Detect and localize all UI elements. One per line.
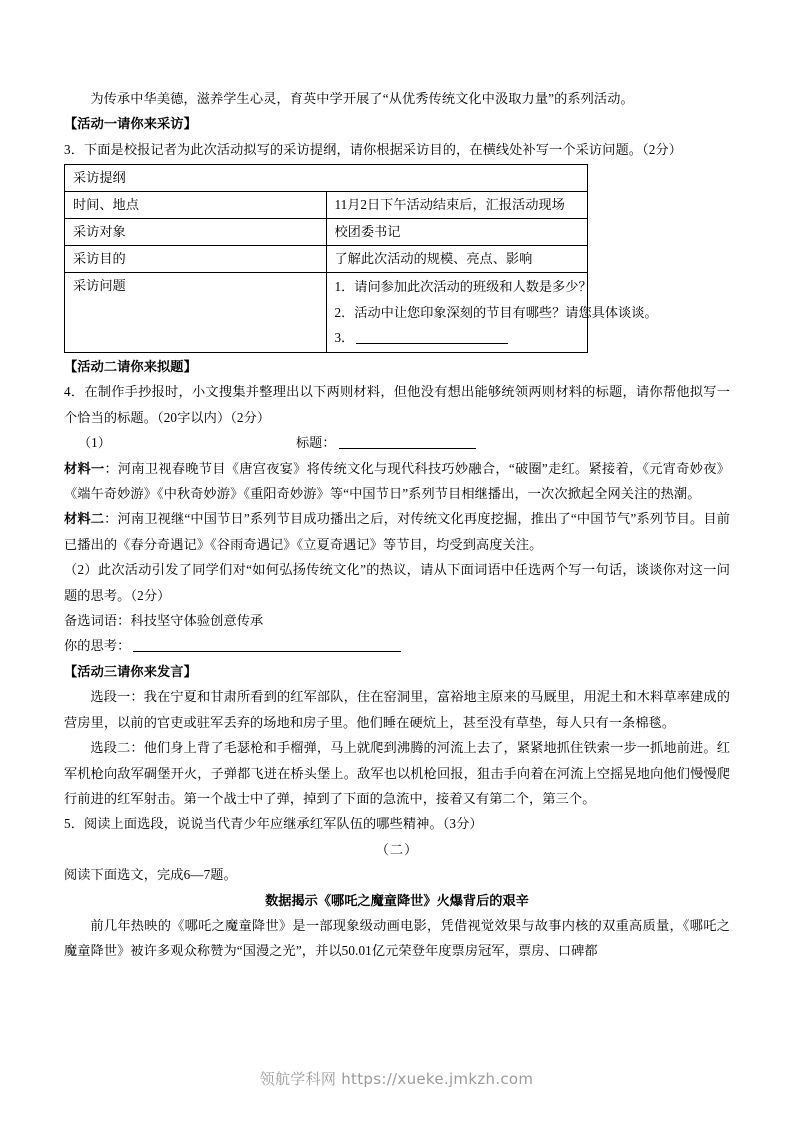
activity-three-question: 5．阅读上面选段，说说当代青少年应继承红军队伍的哪些精神。（3分） xyxy=(64,816,483,832)
excerpt-one: 选段一：我在宁夏和甘肃所看到的红军部队，住在窑洞里，富裕地主原来的马厩里，用泥土和木料草率建成的营房里，以前的官吏或驻军丢弃的场地和房子里。他们睡在硬炕上，甚至没有草垫，每人只有一条棉毯。 xyxy=(64,689,730,730)
table-value-interviewee: 校团委书记 xyxy=(326,219,588,246)
word-bank-label: 备选词语： xyxy=(64,613,131,629)
table-row xyxy=(65,246,588,273)
activity-two-question: 4．在制作手抄报时，小文搜集并整理出以下两则材料，但他没有想出能够统领两则材料的标题，请你帮他拟写一个恰当的标题。（20字以内）（2分） xyxy=(64,384,730,425)
interview-question-2: 2．活动中让您印象深刻的节目有哪些？请您具体谈谈。 xyxy=(334,304,658,320)
activity-one-heading: 【活动一请你来采访】 xyxy=(64,116,197,132)
activity-two-sub1-row xyxy=(64,430,730,455)
material-two-label: 材料二 xyxy=(64,511,105,527)
material-one-text: ：河南卫视春晚节目《唐宫夜宴》将传统文化与现代科技巧妙融合，“破圈”走红。紧接着，《元宵奇妙夜》《端午奇妙游》《中秋奇妙游》《重阳奇妙游》等“中国节日”系列节目相继播出，一次次掀起全网关注的热潮。 xyxy=(64,460,730,502)
table-row xyxy=(65,219,588,246)
your-thoughts-row xyxy=(64,633,730,658)
answer-blank-your-thoughts[interactable] xyxy=(133,638,401,652)
table-value-time-place: 11月2日下午活动结束后，汇报活动现场 xyxy=(326,192,588,219)
table-value-questions xyxy=(326,273,658,353)
word-bank-row xyxy=(64,608,730,633)
interview-question-3-number: 3． xyxy=(334,330,355,346)
interview-question-1: 1．请问参加此次活动的班级和人数是多少？ xyxy=(334,279,592,295)
table-label-time-place: 时间、地点 xyxy=(65,192,327,219)
table-caption-cell: 采访提纲 xyxy=(65,165,588,192)
answer-blank-interview-question[interactable] xyxy=(356,330,508,344)
word-bank-words: 科技坚守体验创意传承 xyxy=(130,613,264,629)
answer-blank-title[interactable] xyxy=(339,435,476,449)
passage-title: 数据揭示《哪吒之魔童降世》火爆背后的艰辛 xyxy=(265,892,529,908)
table-label-purpose: 采访目的 xyxy=(65,246,327,273)
material-two-text: ：河南卫视继“中国节日”系列节目成功播出之后，对传统文化再度挖掘，推出了“中国节气”系列节目。目前已播出的《春分奇遇记》《谷雨奇遇记》《立夏奇遇记》等节目，均受到高度关注。 xyxy=(64,511,730,552)
document-content xyxy=(64,86,730,964)
excerpt-two: 选段二：他们身上背了毛瑟枪和手榴弹，马上就爬到沸腾的河流上去了，紧紧地抓住铁索一步一抓地前进。红军机枪向敌军碉堡开火，子弹都飞迸在桥头堡上。敌军也以机枪回报，狙击手向着在河流上空摇晃地向他们慢慢爬行前进的红军射击。第一个战士中了弹，掉到了下面的急流中，接着又有第二个，第三个。 xyxy=(64,740,730,806)
material-one-label: 材料一 xyxy=(64,460,105,476)
intro-paragraph: 为传承中华美德，滋养学生心灵，育英中学开展了“从优秀传统文化中汲取力量”的系列活动。 xyxy=(90,91,634,106)
interview-question-3 xyxy=(335,325,582,351)
table-label-questions: 采访问题 xyxy=(65,273,327,353)
table-row xyxy=(65,192,588,219)
title-label: 标题： xyxy=(295,435,336,451)
activity-three-heading: 【活动三请你来发言】 xyxy=(64,663,197,679)
table-row xyxy=(65,273,588,353)
material-one xyxy=(64,456,730,507)
table-value-purpose: 了解此次活动的规模、亮点、影响 xyxy=(326,246,588,273)
table-row xyxy=(65,165,588,192)
table-label-interviewee: 采访对象 xyxy=(65,219,327,246)
material-two xyxy=(64,506,730,557)
interview-outline-table xyxy=(64,164,658,353)
activity-two-sub2: （2）此次活动引发了同学们对“如何弘扬传统文化”的热议，请从下面词语中任选两个写一句话，谈谈你对这一问题的思考。（2分） xyxy=(64,562,730,603)
sub-question-1-number: （1） xyxy=(78,435,111,451)
activity-one-question: 3．下面是校报记者为此次活动拟写的采访提纲，请你根据采访目的，在横线处补写一个采访问题。（2分） xyxy=(64,141,683,157)
section-two-instruction: 阅读下面选文，完成6—7题。 xyxy=(64,867,237,883)
passage-paragraph: 前几年热映的《哪吒之魔童降世》是一部现象级动画电影，凭借视觉效果与故事内核的双重高质量，《哪吒之魔童降世》被许多观众称赞为“国漫之光”，并以50.01亿元荣登年度票房冠军，票房、口碑都 xyxy=(64,917,730,959)
activity-two-heading: 【活动二请你来拟题】 xyxy=(64,359,197,374)
section-two-label: （二） xyxy=(375,841,419,857)
watermark: 领航学科网 https://xueke.jmkzh.com xyxy=(259,1070,534,1088)
your-thoughts-label: 你的思考： xyxy=(64,638,131,654)
